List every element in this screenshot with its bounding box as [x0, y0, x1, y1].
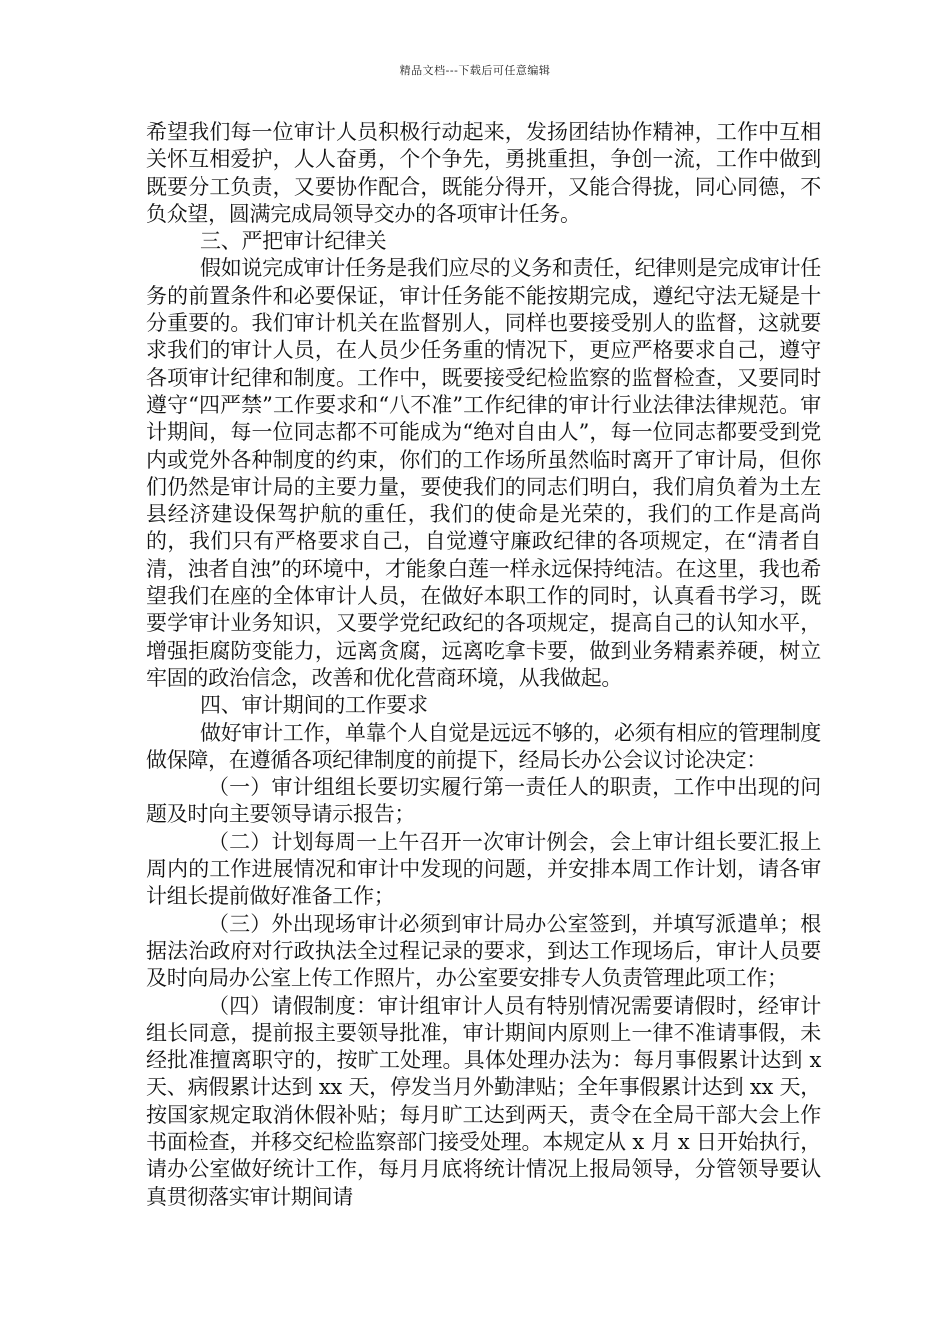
list-item: （四）请假制度：审计组审计人员有特别情况需要请假时，经审计组长同意，提前报主要领导批准，审计期间内原则上一律不准请事假，未经批准擅离职守的，按旷工处理。具体处理办法为：每月事假累计达到 x 天、病假累计达到 xx 天，停发当月外勤津贴；全年事假累计达到 xx 天，按国家规定取消休假补贴；每月旷工达到两天，责令在全局干部大会上作书面检查，并移交纪检监察部门接受处理。本规定从 x 月 x 日开始执行，请办公室做好统计工作，每月月底将统计情况上报局领导，分管领导要认真贯彻落实审计期间请: [146, 993, 821, 1209]
section-heading: 三、严把审计纪律关: [200, 229, 387, 254]
paragraph: 做好审计工作，单靠个人自觉是远远不够的，必须有相应的管理制度做保障，在遵循各项纪律制度的前提下，经局长办公会议讨论决定：: [146, 720, 821, 772]
section-heading: 四、审计期间的工作要求: [200, 693, 428, 718]
paragraph: 假如说完成审计任务是我们应尽的义务和责任，纪律则是完成审计任务的前置条件和必要保证，审计任务能不能按期完成，遵纪守法无疑是十分重要的。我们审计机关在监督别人，同样也要接受别人的监督，这就要求我们的审计人员，在人员少任务重的情况下，更应严格要求自己，遵守各项审计纪律和制度。工作中，既要接受纪检监察的监督检查，又要同时遵守“四严禁”工作要求和“八不准”工作纪律的审计行业法律法律规范。审计期间，每一位同志都不可能成为“绝对自由人”，每一位同志都要受到党内或党外各种制度的约束，你们的工作场所虽然临时离开了审计局，但你们仍然是审计局的主要力量，要使我们的同志们明白，我们肩负着为土左县经济建设保驾护航的重任，我们的使命是光荣的，我们的工作是高尚的，我们只有严格要求自己，自觉遵守廉政纪律的各项规定，在“清者自清，浊者自浊”的环境中，才能象白莲一样永远保持纯洁。在这里，我也希望我们在座的全体审计人员，在做好本职工作的同时，认真看书学习，既要学审计业务知识，又要学党纪政纪的各项规定，提高自己的认知水平，增强拒腐防变能力，远离贪腐，远离吃拿卡要，做到业务精素养硬，树立牢固的政治信念，改善和优化营商环境，从我做起。: [146, 256, 821, 690]
list-item: （二）计划每周一上午召开一次审计例会，会上审计组长要汇报上周内的工作进展情况和审计中发现的问题，并安排本周工作计划，请各审计组长提前做好准备工作；: [146, 829, 821, 909]
document-body: [146, 119, 821, 1211]
paragraph: 希望我们每一位审计人员积极行动起来，发扬团结协作精神，工作中互相关怀互相爱护，人人奋勇，个个争先，勇挑重担，争创一流，工作中做到既要分工负责，又要协作配合，既能分得开，又能合得拢，同心同德，不负众望，圆满完成局领导交办的各项审计任务。: [146, 120, 821, 226]
list-item: （三）外出现场审计必须到审计局办公室签到，并填写派遣单；根据法治政府对行政执法全过程记录的要求，到达工作现场后，审计人员要及时向局办公室上传工作照片，办公室要安排专人负责管理此项工作；: [146, 911, 821, 991]
page-header: 精品文档---下载后可任意编辑: [399, 64, 551, 77]
list-item: （一）审计组组长要切实履行第一责任人的职责，工作中出现的问题及时向主要领导请示报告；: [146, 775, 821, 827]
